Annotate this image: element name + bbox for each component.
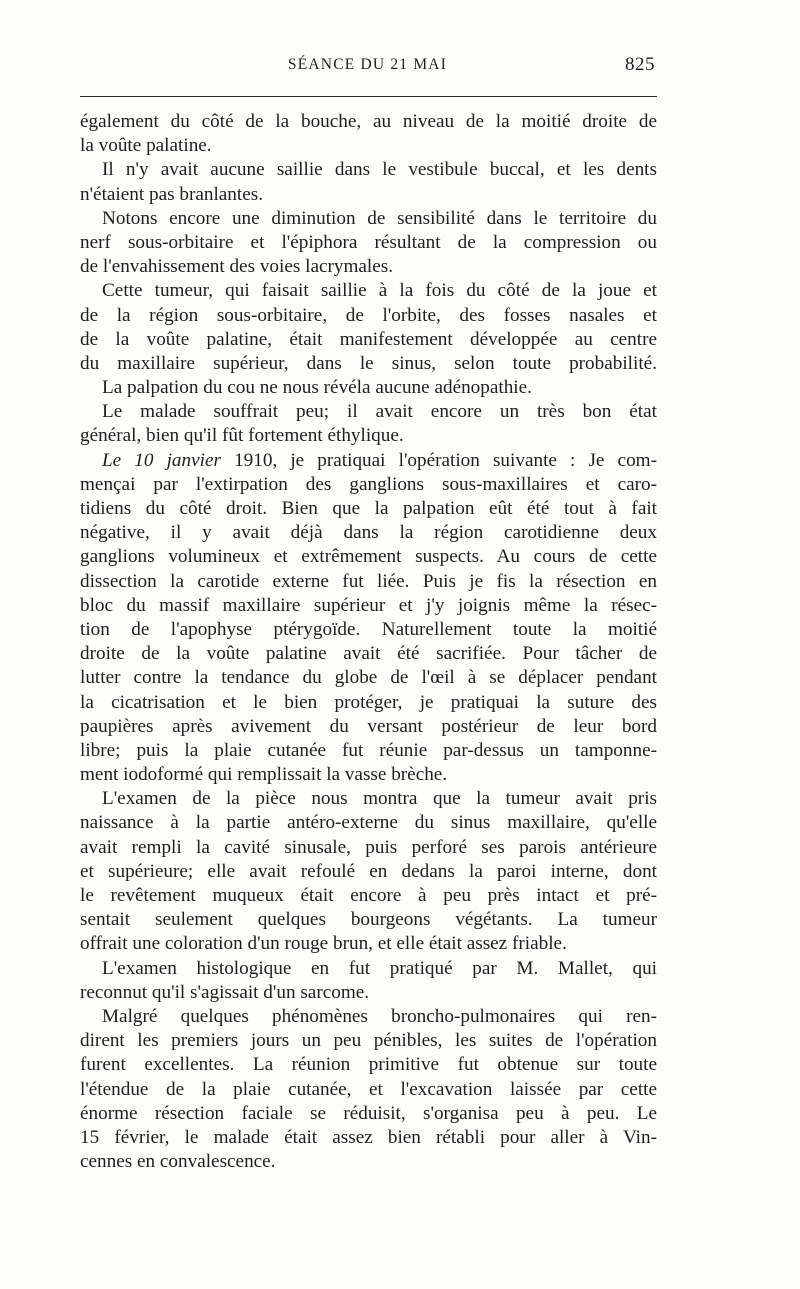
text-line: reconnut qu'il s'agissait d'un sarcome. xyxy=(80,981,370,1003)
text-line: dissection la carotide externe fut liée. Puis je fis la résection en xyxy=(80,570,657,592)
text-line: avait rempli la cavité sinusale, puis perforé ses parois antérieure xyxy=(80,836,657,858)
text-line: également du côté de la bouche, au niveau de la moitié droite de xyxy=(80,111,657,132)
text-line: naissance à la partie antéro-externe du sinus maxillaire, qu'elle xyxy=(80,812,657,834)
text-line: lutter contre la tendance du globe de l'œil à se déplacer pendant xyxy=(80,667,657,689)
text-line: L'examen de la pièce nous montra que la tumeur avait pris xyxy=(102,788,657,810)
text-line: tion de l'apophyse ptérygoïde. Naturellement toute la moitié xyxy=(80,618,657,640)
text-line: de la voûte palatine, était manifestement développée au centre xyxy=(80,328,657,350)
text-line: L'examen histologique en fut pratiqué par M. Mallet, qui xyxy=(102,957,657,979)
italic-date: Le 10 janvier xyxy=(102,449,221,471)
page-header xyxy=(80,52,655,82)
text-line: offrait une coloration d'un rouge brun, et elle était assez friable. xyxy=(80,933,567,955)
text-line: et supérieure; elle avait refoulé en dedans la paroi interne, dont xyxy=(80,860,657,882)
running-title: SÉANCE DU 21 MAI xyxy=(287,56,448,73)
text-line: énorme résection faciale se réduisit, s'organisa peu à peu. Le xyxy=(80,1102,657,1124)
text-line: du maxillaire supérieur, dans le sinus, selon toute probabilité. xyxy=(80,352,657,374)
text-line: La palpation du cou ne nous révéla aucune adénopathie. xyxy=(102,377,532,399)
text-line: sentait seulement quelques bourgeons végétants. La tumeur xyxy=(80,909,657,931)
text-line: la cicatrisation et le bien protéger, je pratiquai la suture des xyxy=(80,691,657,713)
text-line: droite de la voûte palatine avait été sacrifiée. Pour tâcher de xyxy=(80,643,657,665)
text-line: Le malade souffrait peu; il avait encore un très bon état xyxy=(102,401,657,423)
line-rest: 1910, je pratiquai l'opération suivante : Je com- xyxy=(220,449,657,471)
page-number: 825 xyxy=(625,54,655,75)
text-line: général, bien qu'il fût fortement éthylique. xyxy=(80,425,404,447)
text-line: de la région sous-orbitaire, de l'orbite, des fosses nasales et xyxy=(80,304,657,326)
text-line: tidiens du côté droit. Bien que la palpation eût été tout à fait xyxy=(80,498,657,519)
text-line: mençai par l'extirpation des ganglions sous-maxillaires et caro- xyxy=(80,473,657,495)
text-line: nerf sous-orbitaire et l'épiphora résultant de la compression ou xyxy=(80,231,657,253)
text-line xyxy=(80,449,657,473)
text-line: Cette tumeur, qui faisait saillie à la fois du côté de la joue et xyxy=(102,280,657,302)
text-line: Notons encore une diminution de sensibilité dans le territoire du xyxy=(102,207,657,229)
text-line: Malgré quelques phénomènes broncho-pulmonaires qui ren- xyxy=(102,1005,657,1027)
text-line: l'étendue de la plaie cutanée, et l'excavation laissée par cette xyxy=(80,1078,657,1100)
body-text xyxy=(80,110,657,1174)
text-line: le revêtement muqueux était encore à peu près intact et pré- xyxy=(80,885,657,906)
text-line: n'étaient pas branlantes. xyxy=(80,183,264,205)
text-line: de l'envahissement des voies lacrymales. xyxy=(80,256,394,278)
text-line: libre; puis la plaie cutanée fut réunie par-dessus un tamponne- xyxy=(80,739,657,761)
header-rule xyxy=(80,96,657,97)
text-line: bloc du massif maxillaire supérieur et j'y joignis même la résec- xyxy=(80,594,657,616)
text-line: furent excellentes. La réunion primitive fut obtenue sur toute xyxy=(80,1054,657,1076)
text-line: cennes en convalescence. xyxy=(80,1151,276,1173)
text-line: dirent les premiers jours un peu pénibles, les suites de l'opération xyxy=(80,1030,657,1052)
text-line: paupières après avivement du versant postérieur de leur bord xyxy=(80,715,657,737)
text-line: négative, il y avait déjà dans la région carotidienne deux xyxy=(80,522,657,544)
text-line: ment iodoformé qui remplissait la vasse brèche. xyxy=(80,764,448,786)
text-line: Il n'y avait aucune saillie dans le vestibule buccal, et les dents xyxy=(102,159,657,181)
text-line: 15 février, le malade était assez bien rétabli pour aller à Vin- xyxy=(80,1126,657,1148)
text-line: la voûte palatine. xyxy=(80,135,212,157)
text-line: ganglions volumineux et extrêmement suspects. Au cours de cette xyxy=(80,546,657,568)
